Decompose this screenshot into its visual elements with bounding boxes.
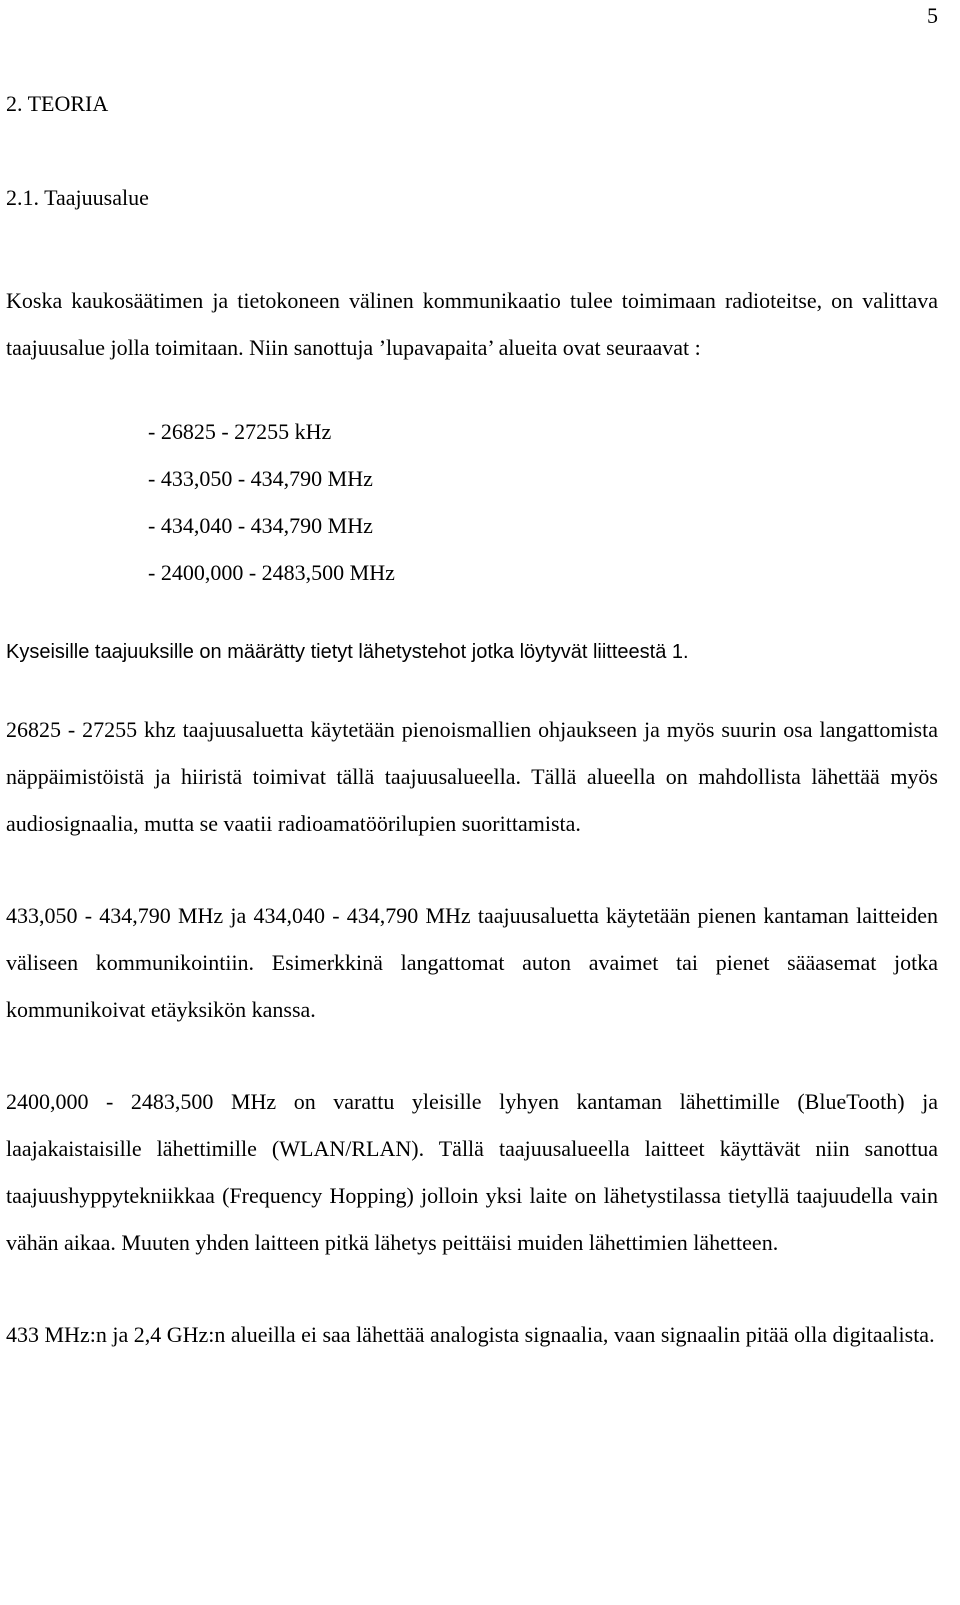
frequency-band-list [148, 408, 938, 596]
frequency-band-item: - 434,040 - 434,790 MHz [148, 513, 373, 538]
chapter-title: 2. TEORIA [6, 91, 109, 116]
frequency-band-item: - 26825 - 27255 kHz [148, 419, 332, 444]
document-page [6, 88, 938, 1358]
intro-paragraph: Koska kaukosäätimen ja tietokoneen välinen kommunikaatio tulee toimimaan radioteitse, on valittava taajuusalue jolla toimitaan. Niin sanottuja ’lupavapaita’ alueita ovat seuraavat : [6, 288, 938, 360]
page-number: 5 [927, 3, 938, 28]
frequency-band-item: - 2400,000 - 2483,500 MHz [148, 560, 395, 585]
paragraph-digital-requirement: 433 MHz:n ja 2,4 GHz:n alueilla ei saa lähettää analogista signaalia, vaan signaalin pitää olla digitaalista. [6, 1322, 935, 1347]
paragraph-2400-mhz-band: 2400,000 - 2483,500 MHz on varattu yleisille lyhyen kantaman lähettimille (BlueTooth) ja laajakaistaisille lähettimille (WLAN/RLAN). Tällä taajuusalueella laitteet käyttävät niin sanottua taajuushyppytekniikkaa (Frequency Hopping) jolloin yksi laite on lähetystilassa tietyllä taajuudella vain vähän aikaa. Muuten yhden laitteen pitkä lähetys peittäisi muiden lähettimien lähetteen. [6, 1089, 938, 1255]
transmit-power-note: Kyseisille taajuuksille on määrätty tietyt lähetystehot jotka löytyvät liitteestä 1. [6, 641, 689, 663]
section-title: 2.1. Taajuusalue [6, 185, 149, 210]
paragraph-khz-band: 26825 - 27255 khz taajuusaluetta käytetään pienoismallien ohjaukseen ja myös suurin osa langattomista näppäimistöistä ja hiiristä toimivat tällä taajuusalueella. Tällä alueella on mahdollista lähettää myös audiosignaalia, mutta se vaatii radioamatöörilupien suorittamista. [6, 717, 938, 836]
frequency-band-item: - 433,050 - 434,790 MHz [148, 466, 373, 491]
paragraph-433-mhz-band: 433,050 - 434,790 MHz ja 434,040 - 434,790 MHz taajuusaluetta käytetään pienen kantaman laitteiden väliseen kommunikointiin. Esimerkkinä langattomat auton avaimet tai pienet sääasemat jotka kommunikoivat etäyksikön kanssa. [6, 903, 938, 1022]
